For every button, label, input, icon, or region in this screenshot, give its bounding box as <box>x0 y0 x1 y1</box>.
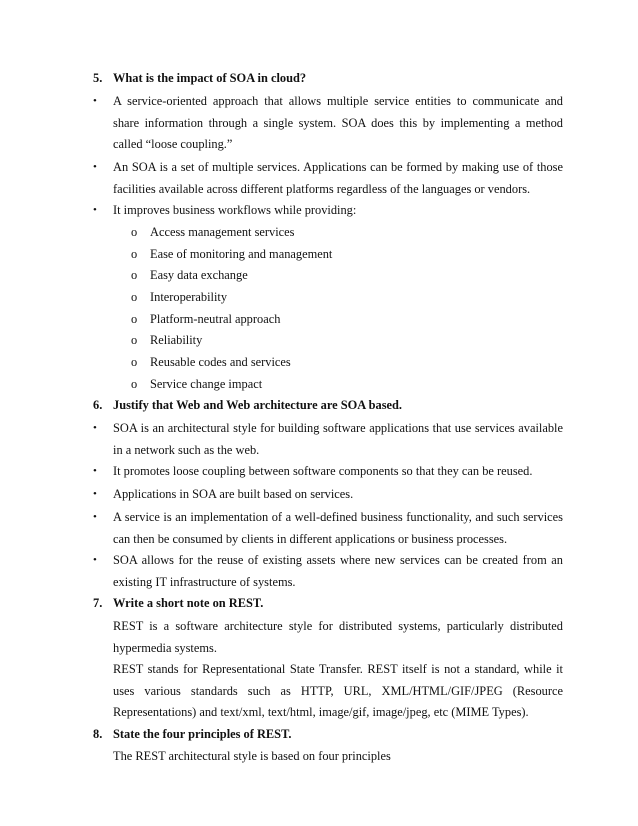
bullet-text: Applications in SOA are built based on services. <box>113 487 354 501</box>
sub-item-text: Ease of monitoring and management <box>150 247 333 261</box>
question-text: What is the impact of SOA in cloud? <box>113 71 307 85</box>
sub-item-text: Reusable codes and services <box>150 355 291 369</box>
sub-item-text: Reliability <box>150 333 203 347</box>
bullet-marker: • <box>93 161 97 173</box>
sub-marker: o <box>131 312 138 326</box>
sub-item-text: Service change impact <box>150 377 263 391</box>
paragraph-text: The REST architectural style is based on four principles <box>113 749 391 763</box>
sub-list-item <box>131 244 560 266</box>
bullet-text: An SOA is a set of multiple services. Applications can be formed by making use of those facilities available across different platforms regardless of the languages or vendors. <box>113 160 563 196</box>
paragraph <box>113 616 563 659</box>
bullet-text: It promotes loose coupling between software components so that they can be reused. <box>113 464 533 478</box>
bullet-item <box>93 157 563 200</box>
bullet-marker: • <box>93 422 97 434</box>
paragraph <box>113 746 563 768</box>
bullet-item <box>93 484 563 506</box>
sub-marker: o <box>131 377 138 391</box>
bullet-item <box>93 91 563 156</box>
question-number: 6. <box>93 398 103 412</box>
question-number: 7. <box>93 596 103 610</box>
sub-list-item <box>131 222 560 244</box>
sub-item-text: Easy data exchange <box>150 268 248 282</box>
bullet-text: SOA is an architectural style for building software applications that use services available in a network such as the web. <box>113 421 563 457</box>
sub-marker: o <box>131 333 138 347</box>
sub-marker: o <box>131 290 138 304</box>
bullet-item <box>93 550 563 593</box>
sub-item-text: Access management services <box>150 225 295 239</box>
sub-marker: o <box>131 247 138 261</box>
sub-list-item <box>131 352 560 374</box>
sub-list-item <box>131 330 560 352</box>
bullet-marker: • <box>93 488 97 500</box>
bullet-text: A service is an implementation of a well-defined business functionality, and such services can then be consumed by clients in different applications or business processes. <box>113 510 563 546</box>
question-text: Write a short note on REST. <box>113 596 264 610</box>
sub-item-text: Interoperability <box>150 290 228 304</box>
bullet-item <box>93 200 563 222</box>
sub-marker: o <box>131 268 138 282</box>
question-number: 8. <box>93 727 103 741</box>
sub-item-text: Platform-neutral approach <box>150 312 281 326</box>
paragraph <box>113 659 563 724</box>
bullet-item <box>93 418 563 461</box>
sub-list-item <box>131 309 560 331</box>
paragraph-text: REST is a software architecture style for distributed systems, particularly distributed hypermedia systems. <box>113 619 563 655</box>
bullet-marker: • <box>93 95 97 107</box>
sub-list-item <box>131 265 560 287</box>
bullet-marker: • <box>93 511 97 523</box>
question-heading-6 <box>93 395 563 417</box>
question-number: 5. <box>93 71 103 85</box>
bullet-text: A service-oriented approach that allows multiple service entities to communicate and share information through a single system. SOA does this by implementing a method called “loose coupling.” <box>113 94 563 152</box>
question-heading-7 <box>93 593 563 615</box>
sub-marker: o <box>131 355 138 369</box>
bullet-text: It improves business workflows while providing: <box>113 203 357 217</box>
question-text: State the four principles of REST. <box>113 727 292 741</box>
paragraph-text: REST stands for Representational State Transfer. REST itself is not a standard, while it uses various standards such as HTTP, URL, XML/HTML/GIF/JPEG (Resource Representations) and text/xml, text/html, image/gif, image/jpeg, etc (MIME Types). <box>113 662 563 720</box>
bullet-item <box>93 461 563 483</box>
bullet-text: SOA allows for the reuse of existing assets where new services can be created from an existing IT infrastructure of systems. <box>113 553 563 589</box>
bullet-item <box>93 507 563 550</box>
question-text: Justify that Web and Web architecture are SOA based. <box>113 398 403 412</box>
question-heading-5 <box>93 68 563 90</box>
sub-marker: o <box>131 225 138 239</box>
sub-list-item <box>131 374 560 396</box>
question-heading-8 <box>93 724 563 746</box>
bullet-marker: • <box>93 204 97 216</box>
bullet-marker: • <box>93 554 97 566</box>
bullet-marker: • <box>93 465 97 477</box>
sub-list-item <box>131 287 560 309</box>
